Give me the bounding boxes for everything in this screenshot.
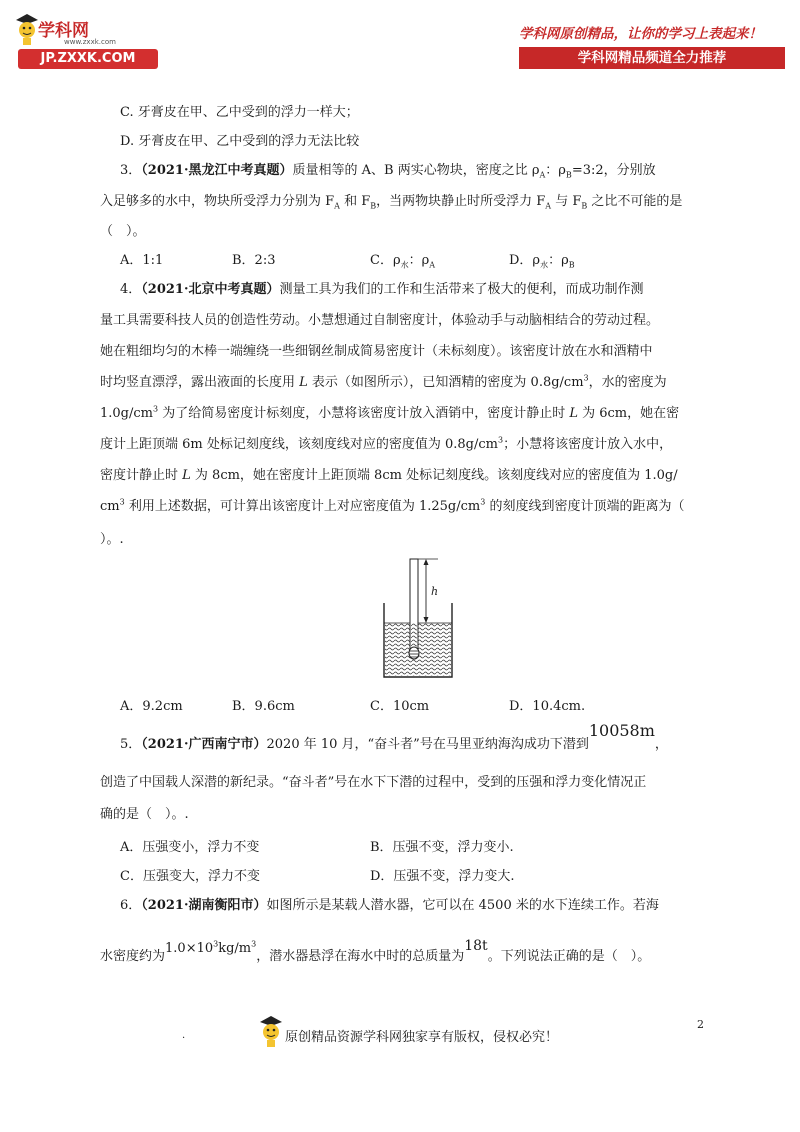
q2-option-c: C. 牙膏皮在甲、乙中受到的浮力一样大； (120, 105, 359, 120)
footer-dot: . (182, 1030, 186, 1041)
figure-label-h: h (431, 585, 439, 598)
q5-stem-line3: 确的是（ ）。. (100, 807, 189, 822)
header-banner: 学科网精品频道全力推荐 (519, 47, 785, 69)
q5-option-a: A．压强变小，浮力不变 (120, 840, 260, 855)
q5-stem-line1: 5．（2021·广西南宁市）2020 年 10 月，“奋斗者”号在马里亚纳海沟成功下潜到10058m， (120, 721, 668, 752)
q4-stem-line5: $1.0g/cm^3$ 为了给简易密度计标刻度，小慧将该密度计放入酒销中，密度计静止时 L 为 6cm，她在密 (100, 404, 680, 421)
q4-stem-line4: 时均竖直漂浮，露出液面的长度用 L 表示（如图所示），已知酒精的密度为 $0.8g/cm^3$，水的密度为 (100, 373, 667, 390)
q4-stem-line7: 密度计静止时 L 为 8cm，她在密度计上距顶端 8cm 处标记刻度线。该刻度线对应的密度值为 1.0g/ (100, 468, 678, 483)
q4-option-b: B．9.6cm (232, 699, 295, 714)
q3-option-d: D．$\rho_水$：$\rho_B$ (509, 253, 575, 270)
q4-source-tag: （2021·北京中考真题） (141, 282, 280, 297)
mascot-footer-icon (258, 1014, 284, 1048)
q3-stem-line2: 入足够多的水中，物块所受浮力分别为 $F_A$ 和 $F_B$，当两物块静止时所受浮力 $F_A$ 与 $F_B$ 之比不可能的是 (100, 194, 683, 211)
logo-bar[interactable]: JP.ZXXK.COM (18, 49, 158, 69)
header-slogan: 学科网原创精品，让你的学习上表起来！ (519, 26, 762, 42)
q3-option-a: A．1:1 (120, 253, 164, 268)
q6-stem-line2: 水密度约为$1.0\times 10^3kg/m^3$，潜水器悬浮在海水中时的总质量为18t。下列说法正确的是（ ）。 (100, 938, 651, 964)
footer-copyright: 原创精品资源学科网独家享有版权，侵权必究！ (285, 1030, 559, 1045)
logo-url: www.zxxk.com (64, 38, 116, 46)
q5-source-tag: （2021·广西南宁市） (141, 737, 267, 752)
q2-option-d: D. 牙膏皮在甲、乙中受到的浮力无法比较 (120, 134, 360, 149)
q4-option-a: A．9.2cm (120, 699, 183, 714)
q6-source-tag: （2021·湖南衡阳市） (141, 898, 267, 913)
q5-option-b: B．压强不变，浮力变小. (370, 840, 514, 855)
q3-option-c: C．$\rho_水$：$\rho_A$ (370, 253, 436, 270)
q4-option-c: C．10cm (370, 699, 430, 714)
q4-stem-line3: 她在粗细均匀的木棒一端缠绕一些细钢丝制成简易密度计（未标刻度）。该密度计放在水和酒精中 (100, 344, 653, 359)
mascot-logo-icon (14, 12, 40, 46)
q3-option-b: B．2:3 (232, 253, 276, 268)
q4-option-d: D．10.4cm. (509, 699, 586, 714)
page-number: 2 (697, 1018, 704, 1031)
hydrometer-figure (370, 555, 470, 685)
q5-option-d: D．压强不变，浮力变大. (370, 869, 515, 884)
q4-stem-line2: 量工具需要科技人员的创造性劳动。小慧想通过自制密度计，体验动手与动脑相结合的劳动过程。 (100, 313, 660, 328)
q4-stem-line1: 4．（2021·北京中考真题）测量工具为我们的工作和生活带来了极大的便利，而成功制作测 (120, 282, 644, 297)
q3-stem-line1: 3．（2021·黑龙江中考真题）质量相等的 A、B 两实心物块，密度之比 $\rho_A$：$\rho_B=3:2$，分别放 (120, 163, 656, 180)
q4-stem-line8: $cm^3$ 利用上述数据，可计算出该密度计上对应密度值为 $1.25g/cm^3$ 的刻度线到密度计顶端的距离为（ (100, 497, 685, 514)
q4-stem-line6: 度计上距顶端 6m 处标记刻度线，该刻度线对应的密度值为 $0.8g/cm^3$；小慧将该密度计放入水中， (100, 435, 673, 452)
q6-stem-line1: 6．（2021·湖南衡阳市）如图所示是某载人潜水器，它可以在 4500 米的水下连续工作。若海 (120, 898, 659, 913)
q4-stem-line9: ）。. (100, 532, 124, 547)
logo-title: 学科网 (38, 21, 89, 41)
q5-stem-line2: 创造了中国载人深潜的新纪录。“奋斗者”号在水下下潜的过程中，受到的压强和浮力变化情况正 (100, 775, 647, 790)
q5-option-c: C．压强变大，浮力不变 (120, 869, 260, 884)
q3-source-tag: （2021·黑龙江中考真题） (141, 163, 293, 178)
q3-stem-line3: （ ）。 (100, 224, 146, 239)
